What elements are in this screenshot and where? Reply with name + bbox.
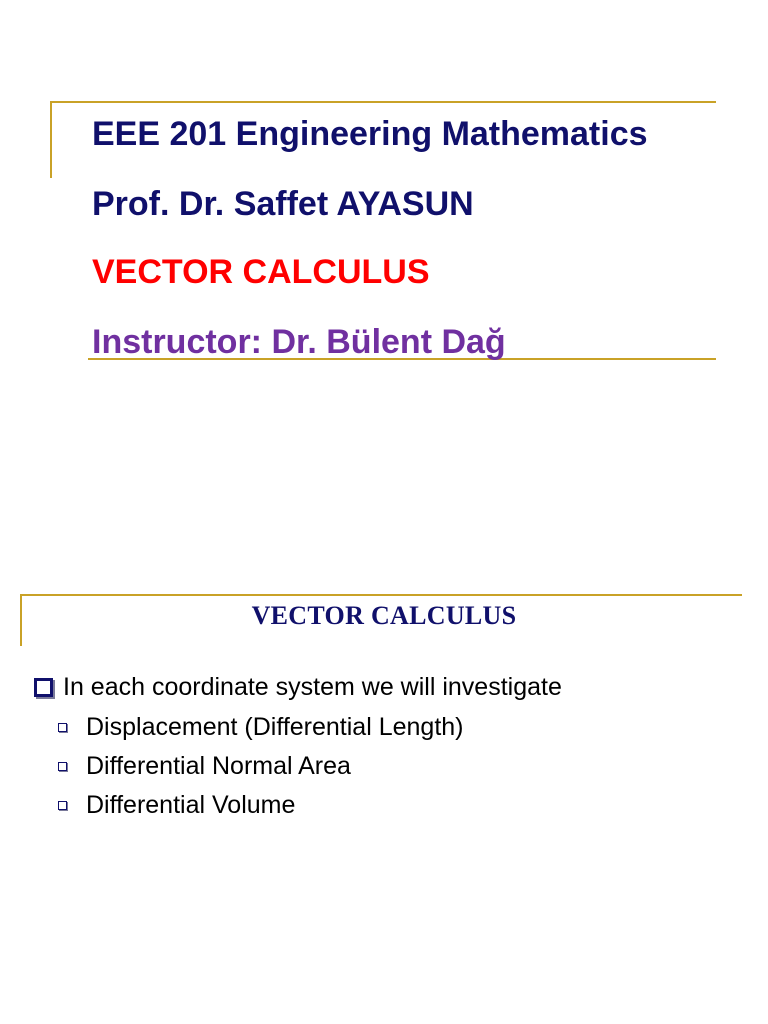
bullet-list: [34, 672, 754, 824]
frame-left-rule: [50, 101, 52, 178]
square-bullet-icon: [58, 801, 67, 810]
list-item: [34, 672, 754, 702]
slide-heading: VECTOR CALCULUS: [251, 601, 517, 630]
professor-name: Prof. Dr. Saffet AYASUN: [92, 185, 474, 223]
square-bullet-icon: [58, 762, 67, 771]
checkbox-bullet-icon: [34, 678, 53, 697]
sub-bullet-text: Differential Volume: [86, 790, 296, 819]
list-item: [58, 708, 754, 746]
course-title: EEE 201 Engineering Mathematics: [92, 115, 648, 153]
instructor-line: [92, 325, 506, 359]
square-bullet-icon: [58, 723, 67, 732]
bullet-text: In each coordinate system we will investigate: [63, 672, 562, 701]
sub-bullet-text: Displacement (Differential Length): [86, 712, 464, 741]
instructor-name: Dr. Bülent Dağ: [271, 323, 506, 361]
instructor-label: Instructor:: [92, 323, 272, 361]
list-item: [58, 747, 754, 785]
topic-title: VECTOR CALCULUS: [92, 253, 430, 291]
sub-bullet-text: Differential Normal Area: [86, 751, 351, 780]
frame-top-rule-2: [20, 594, 742, 596]
list-item: [58, 786, 754, 824]
frame-top-rule: [50, 101, 716, 103]
